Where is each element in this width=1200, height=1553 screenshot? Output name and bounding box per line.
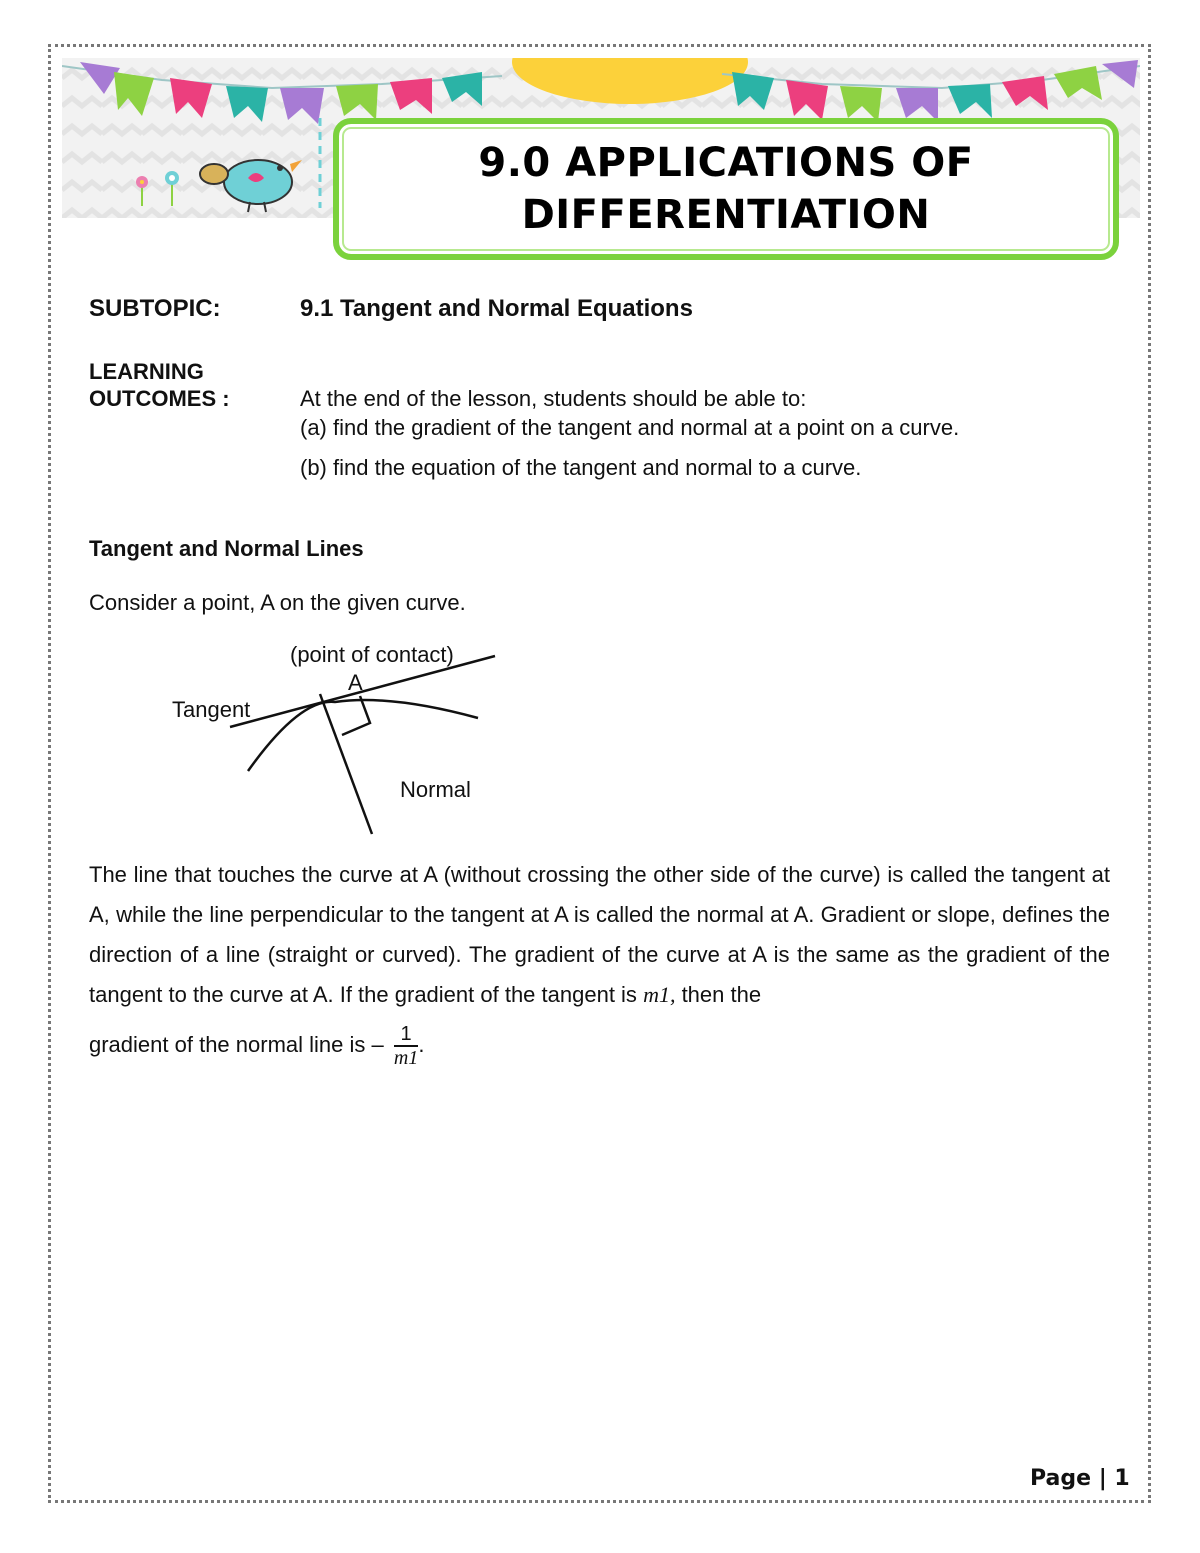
subtopic-label: SUBTOPIC:: [89, 295, 221, 322]
title-box: [333, 118, 1119, 260]
then-text: then the: [675, 982, 762, 1007]
section-heading: Tangent and Normal Lines: [89, 536, 364, 561]
learning-outcomes-label-1: LEARNING: [89, 359, 204, 384]
gradient-symbol: m1,: [643, 982, 676, 1007]
page-title: [478, 137, 973, 241]
page-number: Page | 1: [1030, 1466, 1130, 1491]
body-text: The line that touches the curve at A (without crossing the other side of the curve) is called the tangent at A, while the line perpendicular to the tangent at A is called the normal at A. Gradient or slope, defines the direction of a line (straight or curved). The gradient of the curve at A is the same as the gradient of the tangent to the curve at A. If the gradient of the tangent is: [89, 862, 1110, 1007]
learning-outcomes-intro: At the end of the lesson, students should be able to:: [300, 386, 807, 411]
section-intro: Consider a point, A on the given curve.: [89, 590, 466, 615]
learning-outcome-item: (b) find the equation of the tangent and normal to a curve.: [300, 455, 862, 480]
tangent-normal-diagram: [160, 636, 520, 846]
normal-label: Normal: [400, 777, 471, 802]
fraction-denominator: m1: [393, 1047, 419, 1069]
normal-line: [320, 694, 372, 834]
point-of-contact-label: (point of contact): [290, 642, 454, 667]
title-line-2: DIFFERENTIATION: [521, 192, 931, 238]
curve-line: [248, 700, 478, 771]
negative-reciprocal-fraction: [394, 1023, 418, 1069]
period: .: [418, 1031, 425, 1057]
learning-outcomes-label-2: OUTCOMES :: [89, 386, 230, 411]
tangent-label: Tangent: [172, 697, 251, 722]
body-paragraph: [89, 855, 1110, 1069]
point-a-label: A: [348, 670, 363, 695]
title-line-1: 9.0 APPLICATIONS OF: [478, 140, 974, 186]
fraction-numerator: 1: [394, 1023, 418, 1047]
learning-outcome-item: (a) find the gradient of the tangent and normal at a point on a curve.: [300, 415, 960, 440]
subtopic-value: 9.1 Tangent and Normal Equations: [300, 295, 693, 322]
gradient-normal-text: gradient of the normal line is –: [89, 1031, 384, 1057]
